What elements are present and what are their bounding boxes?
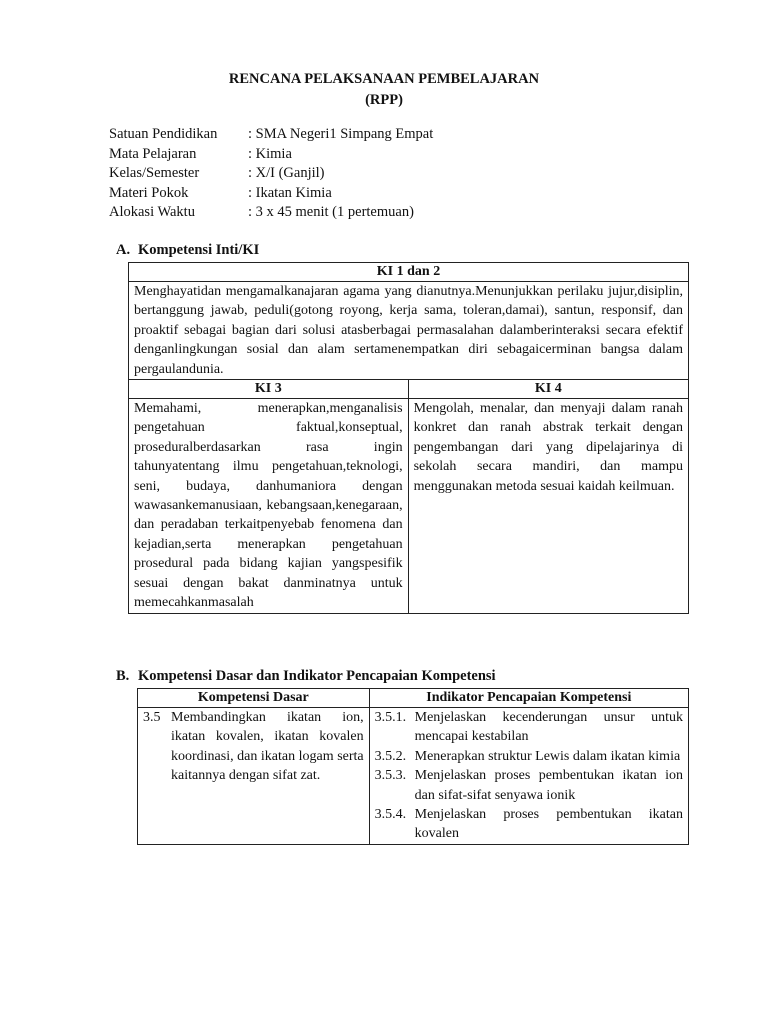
- identity-label: Satuan Pendidikan: [109, 126, 218, 142]
- identity-row-topic: [109, 184, 433, 204]
- section-letter: B.: [116, 668, 130, 684]
- indicator-item: [375, 766, 683, 805]
- kd-item: [143, 708, 364, 786]
- indicator-item: [375, 708, 683, 747]
- ki12-text: Menghayatidan mengamalkanajaran agama yang dianutnya.Menunjukkan perilaku jujur,disiplin, bertanggung jawab, peduli(gotong royong, kerja sama, toleran,damai), santun, responsif, dan proaktif sebagai bagian dari solusi atasberbagai permasalahan dalamberinteraksi secara efektif denganlingkungan sosial dan alam sertamenempatkan diri sebagaicerminan bangsa dalam pergaulandunia.: [129, 282, 689, 380]
- ki3-header: KI 3: [129, 380, 409, 399]
- indicator-text: Menjelaskan proses pembentukan ikatan ion dan sifat-sifat senyawa ionik: [414, 768, 683, 803]
- ki4-header: KI 4: [408, 380, 688, 399]
- ki4-text: Mengolah, menalar, dan menyaji dalam ranah konkret dan ranah abstrak terkait dengan pengembangan dari yang dipelajarinya di sekolah secara mandiri, dan mampu menggunakan metoda sesuai kaidah keilmuan.: [408, 399, 688, 613]
- indicator-number: 3.5.2.: [374, 748, 407, 764]
- identity-label: Materi Pokok: [109, 184, 189, 201]
- indicator-item: [375, 805, 683, 844]
- core-competence-table: [128, 262, 689, 614]
- identity-row-school: [109, 125, 433, 145]
- indicator-column-header: Indikator Pencapaian Kompetensi: [369, 689, 688, 708]
- indicator-item: [375, 747, 683, 766]
- indicator-number: 3.5.4.: [374, 807, 407, 823]
- identity-label: Mata Pelajaran: [109, 145, 197, 162]
- identity-row-class: [109, 164, 433, 184]
- section-a-heading: [116, 242, 259, 259]
- identity-value: : SMA Negeri1 Simpang Empat: [248, 126, 434, 142]
- indicator-text: Menerapkan struktur Lewis dalam ikatan kimia: [414, 748, 681, 764]
- indicator-number: 3.5.3.: [374, 768, 407, 784]
- identity-block: [109, 125, 433, 223]
- identity-row-time: [109, 203, 433, 223]
- section-title: Kompetensi Dasar dan Indikator Pencapaian Kompetensi: [138, 668, 496, 684]
- kd-column-header: Kompetensi Dasar: [138, 689, 370, 708]
- kd-text: Membandingkan ikatan ion, ikatan kovalen, ikatan kovalen koordinasi, dan ikatan logam serta kaitannya dengan sifat zat.: [171, 710, 364, 784]
- indicator-text: Menjelaskan kecenderungan unsur untuk mencapai kestabilan: [414, 710, 683, 745]
- identity-label: Alokasi Waktu: [109, 204, 195, 220]
- identity-row-subject: [109, 145, 433, 165]
- ki3-text: Memahami, menerapkan,menganalisis pengetahuan faktual,konseptual, proseduralberdasarkan rasa ingin tahunyatentang ilmu pengetahuan,teknologi, seni, budaya, danhumaniora dengan wawasankemanusiaan, kebangsaan,kenegaraan, dan peradaban terkaitpenyebab fenomena dan kejadian,serta menerapkan pengetahuan prosedural pada bidang kajian yangspesifik sesuai dengan bakat danminatnya untuk memecahkanmasalah: [129, 399, 409, 613]
- identity-value: : Kimia: [248, 145, 292, 162]
- indicator-text: Menjelaskan proses pembentukan ikatan kovalen: [414, 807, 683, 842]
- identity-label: Kelas/Semester: [109, 165, 200, 181]
- section-b-heading: [116, 668, 496, 685]
- section-title: Kompetensi Inti/KI: [138, 242, 260, 258]
- indicator-cell: [369, 708, 688, 845]
- kd-cell: [138, 708, 370, 845]
- ki12-header: KI 1 dan 2: [129, 263, 689, 282]
- identity-value: : 3 x 45 menit (1 pertemuan): [248, 204, 414, 220]
- kd-number: 3.5: [143, 710, 161, 725]
- document-subtitle: (RPP): [365, 92, 403, 108]
- section-letter: A.: [116, 242, 131, 258]
- basic-competence-table: [137, 688, 689, 845]
- identity-value: : Ikatan Kimia: [248, 184, 332, 201]
- document-title: RENCANA PELAKSANAAN PEMBELAJARAN: [228, 71, 540, 87]
- identity-value: : X/I (Ganjil): [248, 165, 325, 181]
- indicator-number: 3.5.1.: [374, 710, 407, 725]
